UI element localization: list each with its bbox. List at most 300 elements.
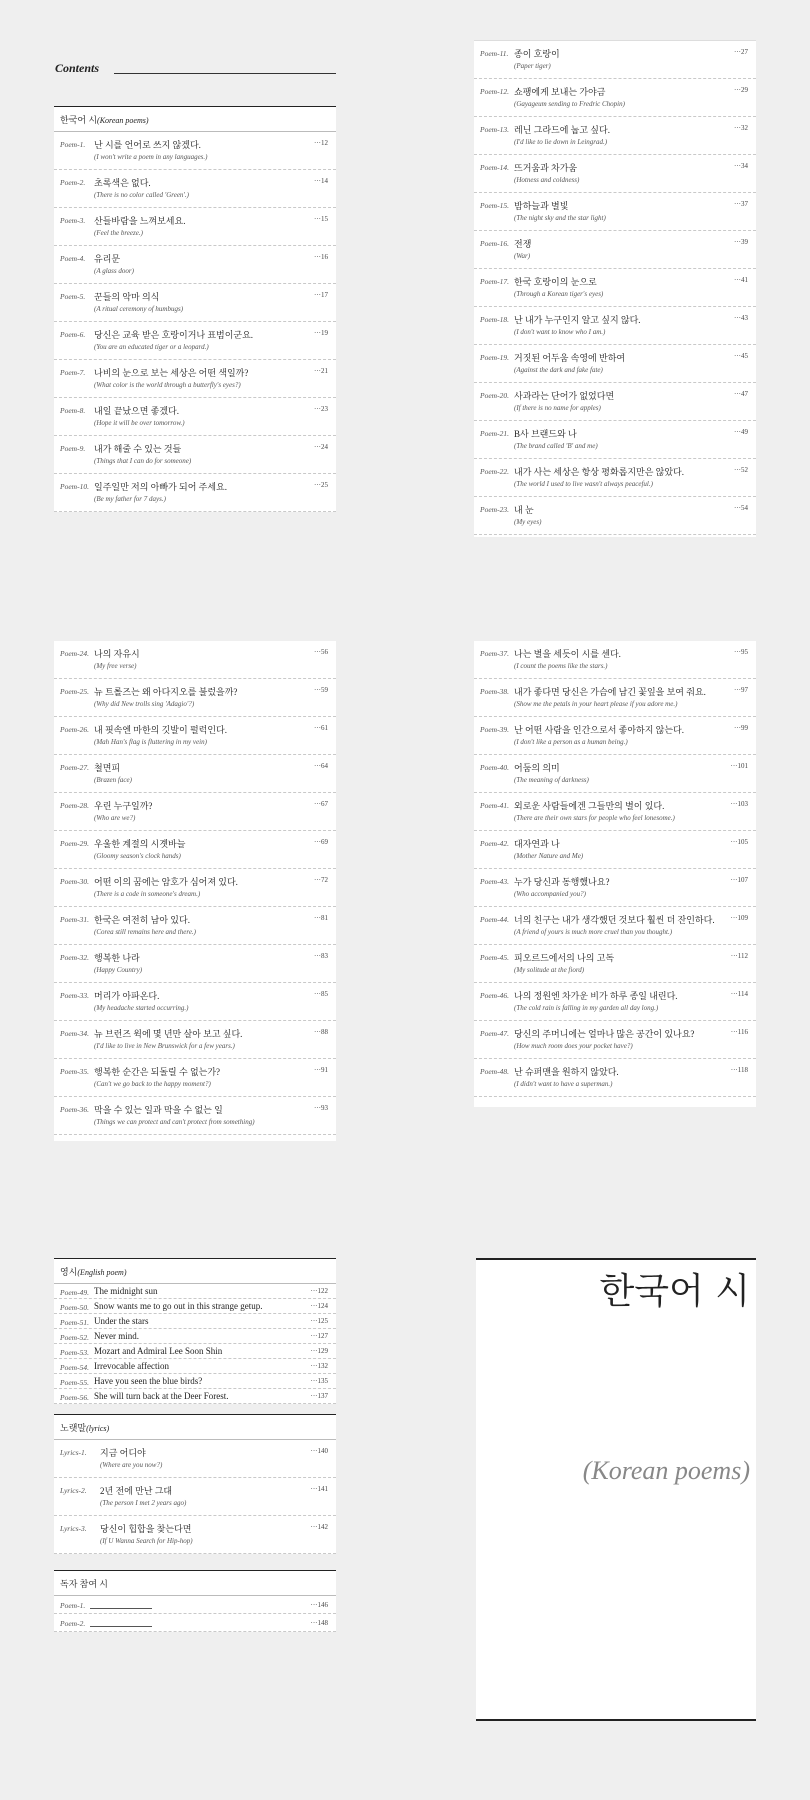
entry-label: Poem-1. (60, 140, 86, 149)
entry-title: 나는 별을 세듯이 시를 센다. (514, 649, 621, 659)
entry-title: 철면피 (94, 763, 121, 773)
toc-entry[interactable] (54, 1389, 336, 1404)
entry-page-number: ···93 (314, 1104, 328, 1112)
english-poems-section (54, 1258, 336, 1404)
entry-label: Poem-33. (60, 991, 89, 1000)
entry-label: Poem-17. (480, 277, 509, 286)
toc-entry[interactable] (474, 193, 756, 231)
entry-label: Poem-32. (60, 953, 89, 962)
toc-entry[interactable] (54, 831, 336, 869)
entry-subtitle: (My free verse) (94, 662, 137, 670)
entry-page-number: ···95 (734, 648, 748, 656)
entry-title: 당신의 주머니에는 얼마나 많은 공간이 있나요? (514, 1029, 695, 1039)
toc-entry[interactable] (54, 1374, 336, 1389)
entry-page-number: ···103 (730, 800, 748, 808)
entry-title: Irrevocable affection (94, 1361, 170, 1371)
entry-subtitle: (Corea still remains here and there.) (94, 928, 197, 936)
entry-label: Poem-22. (480, 467, 509, 476)
entry-title: 난 시를 언어로 쓰지 않겠다. (94, 140, 201, 150)
entry-page-number: ···17 (314, 291, 328, 299)
entry-label: Poem-24. (60, 649, 89, 658)
entry-label: Poem-36. (60, 1105, 89, 1114)
toc-entry[interactable] (54, 1516, 336, 1554)
entry-title: 2년 전에 만난 그대 (100, 1486, 173, 1496)
entry-label: Poem-1. (60, 1601, 86, 1610)
cover-title: 한국어 시 (599, 1271, 750, 1312)
entry-label: Poem-8. (60, 406, 86, 415)
entry-title: 난 내가 누구인지 알고 싶지 않다. (514, 315, 641, 325)
toc-entry[interactable] (54, 1314, 336, 1329)
toc-page-3 (54, 641, 336, 1141)
entry-page-number: ···47 (734, 390, 748, 398)
lyrics-entry-list (54, 1440, 336, 1554)
toc-entry[interactable] (54, 1614, 336, 1632)
toc-entry[interactable] (474, 641, 756, 679)
entry-title: 행복한 순간은 되돌릴 수 없는가? (94, 1067, 221, 1077)
entry-subtitle: (Who accompanied you?) (514, 890, 586, 898)
toc-entry[interactable] (474, 497, 756, 535)
entry-label: Poem-20. (480, 391, 509, 400)
entry-title: 뜨거움과 차가움 (514, 163, 578, 173)
toc-entry[interactable] (54, 132, 336, 170)
entry-title: 뉴 브런즈 윅에 몇 년만 살아 보고 싶다. (94, 1029, 243, 1039)
entry-page-number: ···118 (730, 1066, 748, 1074)
entry-subtitle: (Mother Nature and Me) (514, 852, 584, 860)
toc-entry[interactable] (54, 170, 336, 208)
entry-subtitle: (Show me the petals in your heart please if you adore me.) (514, 700, 678, 708)
toc-entry[interactable] (54, 1478, 336, 1516)
entry-page-number: ···127 (310, 1332, 328, 1340)
toc-entry[interactable] (54, 945, 336, 983)
entry-subtitle: (Be my father for 7 days.) (94, 495, 166, 503)
toc-entry[interactable] (474, 831, 756, 869)
entry-label: Poem-12. (480, 87, 509, 96)
entry-title: 내가 좋다면 당신은 가슴에 남긴 꽃잎을 보여 줘요. (514, 687, 706, 697)
entry-subtitle: (Through a Korean tiger's eyes) (514, 290, 604, 298)
toc-entry[interactable] (474, 307, 756, 345)
entry-label: Poem-46. (480, 991, 509, 1000)
entry-title: 나의 자유시 (94, 649, 140, 659)
entry-page-number: ···132 (310, 1362, 328, 1370)
entry-page-number: ···91 (314, 1066, 328, 1074)
toc-entry[interactable] (54, 1097, 336, 1135)
entry-label: Poem-2. (60, 178, 86, 187)
entry-title: 어둠의 의미 (514, 763, 560, 773)
entry-title: Snow wants me to go out in this strange getup. (94, 1301, 263, 1311)
entry-page-number: ···99 (734, 724, 748, 732)
entry-subtitle: (I count the poems like the stars.) (514, 662, 608, 670)
entry-label: Poem-25. (60, 687, 89, 696)
entry-label: Poem-56. (60, 1393, 89, 1402)
entry-list-2 (474, 41, 756, 535)
entry-label: Poem-54. (60, 1363, 89, 1372)
entry-title: Under the stars (94, 1316, 149, 1326)
entry-page-number: ···129 (310, 1347, 328, 1355)
entry-page-number: ···114 (730, 990, 748, 998)
entry-label: Poem-18. (480, 315, 509, 324)
title-rule (114, 73, 336, 74)
entry-label: Poem-43. (480, 877, 509, 886)
toc-entry[interactable] (54, 717, 336, 755)
toc-entry[interactable] (54, 1359, 336, 1374)
cover-top-rule (476, 1258, 756, 1260)
entry-subtitle: (How much room does your pocket have?) (514, 1042, 633, 1050)
toc-page-5 (54, 1258, 336, 1658)
entry-label: Poem-42. (480, 839, 509, 848)
entry-page-number: ···19 (314, 329, 328, 337)
entry-title: 막을 수 있는 일과 막을 수 없는 일 (94, 1105, 223, 1115)
entry-label: Poem-38. (480, 687, 509, 696)
entry-title: 나의 정원엔 차가운 비가 하루 종일 내린다. (514, 991, 678, 1001)
entry-subtitle: (My eyes) (514, 518, 542, 526)
entry-label: Poem-7. (60, 368, 86, 377)
entry-title: 산들바람을 느껴보세요. (94, 216, 186, 226)
toc-entry[interactable] (474, 231, 756, 269)
toc-entry[interactable] (474, 345, 756, 383)
cover-bottom-rule (476, 1719, 756, 1721)
reader-section (54, 1570, 336, 1632)
toc-entry[interactable] (54, 246, 336, 284)
entry-page-number: ···16 (314, 253, 328, 261)
toc-entry[interactable] (54, 1021, 336, 1059)
entry-title: 쇼팽에게 보내는 가야금 (514, 87, 606, 97)
entry-title: 내가 사는 세상은 항상 평화롭지만은 않았다. (514, 467, 684, 477)
entry-title: She will turn back at the Deer Forest. (94, 1391, 229, 1401)
entry-page-number: ···43 (734, 314, 748, 322)
contents-title: Contents (55, 61, 100, 75)
toc-entry[interactable] (54, 1284, 336, 1299)
entry-label: Poem-10. (60, 482, 89, 491)
entry-label: Poem-5. (60, 292, 86, 301)
entry-subtitle: (Mah Han's flag is fluttering in my vein) (94, 738, 207, 746)
toc-entry[interactable] (474, 41, 756, 79)
entry-title: 유리문 (94, 254, 121, 264)
entry-title: 꾼들의 악마 의식 (94, 292, 160, 302)
entry-page-number: ···72 (314, 876, 328, 884)
toc-entry[interactable] (54, 755, 336, 793)
toc-entry[interactable] (474, 1021, 756, 1059)
toc-entry[interactable] (54, 398, 336, 436)
entry-list-3 (54, 641, 336, 1135)
entry-label: Poem-31. (60, 915, 89, 924)
entry-page-number: ···116 (730, 1028, 748, 1036)
entry-page-number: ···23 (314, 405, 328, 413)
entry-page-number: ···67 (314, 800, 328, 808)
toc-page-2 (474, 40, 756, 537)
entry-subtitle: (A friend of yours is much more cruel than you thought.) (514, 928, 673, 936)
entry-title: Never mind. (94, 1331, 139, 1341)
toc-entry[interactable] (474, 869, 756, 907)
toc-entry[interactable] (474, 793, 756, 831)
entry-label: Poem-45. (480, 953, 509, 962)
entry-subtitle: (Gloomy season's clock hands) (94, 852, 181, 860)
entry-label: Lyrics-1. (60, 1448, 87, 1457)
entry-list-1 (54, 132, 336, 512)
entry-label: Poem-39. (480, 725, 509, 734)
korean-poems-section (54, 106, 336, 512)
english-entry-list (54, 1284, 336, 1404)
entry-page-number: ···52 (734, 466, 748, 474)
toc-entry[interactable] (474, 117, 756, 155)
toc-entry[interactable] (54, 284, 336, 322)
toc-entry[interactable] (474, 679, 756, 717)
entry-subtitle: (I'd like to live in New Brunswick for a few years.) (94, 1042, 235, 1050)
entry-title: 누가 당신과 동행했나요? (514, 877, 610, 887)
entry-page-number: ···15 (314, 215, 328, 223)
entry-label: Poem-48. (480, 1067, 509, 1076)
entry-page-number: ···105 (730, 838, 748, 846)
entry-title: 한국 호랑이의 눈으로 (514, 277, 597, 287)
toc-entry[interactable] (54, 869, 336, 907)
entry-title: 당신은 교육 받은 호랑이거나 표범이군요. (94, 330, 254, 340)
entry-label: Poem-34. (60, 1029, 89, 1038)
entry-label: Poem-13. (480, 125, 509, 134)
entry-page-number: ···81 (314, 914, 328, 922)
entry-subtitle: (I don't want to know who I am.) (514, 328, 606, 336)
entry-page-number: ···125 (310, 1317, 328, 1325)
entry-page-number: ···45 (734, 352, 748, 360)
entry-subtitle: (Hope it will be over tomorrow.) (94, 419, 185, 427)
entry-subtitle: (The world I used to live wasn't always peaceful.) (514, 480, 653, 488)
section-header-reader: 독자 참여 시 (54, 1570, 336, 1596)
entry-label: Poem-26. (60, 725, 89, 734)
entry-title: 지금 어디야 (100, 1448, 146, 1458)
entry-title: 초록색은 없다. (94, 178, 151, 188)
toc-entry[interactable] (54, 1059, 336, 1097)
entry-subtitle: (Brazen face) (94, 776, 132, 784)
entry-subtitle: (There is no color called 'Green'.) (94, 191, 190, 199)
entry-title: Have you seen the blue birds? (94, 1376, 203, 1386)
toc-entry[interactable] (474, 79, 756, 117)
toc-entry[interactable] (54, 641, 336, 679)
section-header-lyrics: 노랫말(lyrics) (54, 1414, 336, 1440)
entry-subtitle: (I'd like to lie down in Leingrad.) (514, 138, 608, 146)
entry-label: Poem-4. (60, 254, 86, 263)
entry-page-number: ···112 (730, 952, 748, 960)
entry-label: Poem-2. (60, 1619, 86, 1628)
entry-title: 어떤 이의 꿈에는 암호가 심어져 있다. (94, 877, 238, 887)
entry-subtitle: (Why did New trolls sing 'Adagio'?) (94, 700, 195, 708)
entry-page-number: ···97 (734, 686, 748, 694)
entry-subtitle: (War) (514, 252, 531, 260)
toc-entry[interactable] (474, 945, 756, 983)
entry-label: Poem-16. (480, 239, 509, 248)
entry-list-4 (474, 641, 756, 1097)
toc-entry[interactable] (54, 1344, 336, 1359)
toc-entry[interactable] (474, 459, 756, 497)
entry-subtitle: (My solitude at the fiord) (514, 966, 585, 974)
entry-page-number: ···61 (314, 724, 328, 732)
entry-page-number: ···34 (734, 162, 748, 170)
entry-subtitle: (The night sky and the star light) (514, 214, 606, 222)
entry-label: Lyrics-3. (60, 1524, 87, 1533)
entry-title: 당신이 힙합을 찾는다면 (100, 1524, 192, 1534)
entry-page-number: ···109 (730, 914, 748, 922)
entry-page-number: ···24 (314, 443, 328, 451)
entry-label: Poem-14. (480, 163, 509, 172)
entry-page-number: ···124 (310, 1302, 328, 1310)
entry-subtitle: (If there is no name for apples) (514, 404, 601, 412)
entry-label: Poem-53. (60, 1348, 89, 1357)
blank-line[interactable] (90, 1600, 152, 1609)
toc-entry[interactable] (54, 907, 336, 945)
entry-subtitle: (I didn't want to have a superman.) (514, 1080, 613, 1088)
entry-page-number: ···29 (734, 86, 748, 94)
entry-title: B사 브랜드와 나 (514, 429, 577, 439)
entry-subtitle: (Gayageum sending to Fredric Chopin) (514, 100, 625, 108)
entry-subtitle: (The meaning of darkness) (514, 776, 589, 784)
entry-page-number: ···32 (734, 124, 748, 132)
entry-subtitle: (Feel the breeze.) (94, 229, 143, 237)
entry-subtitle: (Things that I can do for someone) (94, 457, 192, 465)
toc-entry[interactable] (54, 1596, 336, 1614)
reader-entry-list (54, 1596, 336, 1632)
toc-entry[interactable] (474, 983, 756, 1021)
entry-subtitle: (My headache started occurring.) (94, 1004, 189, 1012)
entry-title: 너의 친구는 내가 생각했던 것보다 훨씬 더 잔인하다. (514, 915, 715, 925)
entry-label: Poem-19. (480, 353, 509, 362)
entry-title: 밤하늘과 별빛 (514, 201, 569, 211)
entry-title: 피오르드에서의 나의 고독 (514, 953, 615, 963)
entry-subtitle: (I won't write a poem in any languages.) (94, 153, 208, 161)
entry-subtitle: (I don't like a person as a human being.) (514, 738, 628, 746)
entry-subtitle: (Happy Country) (94, 966, 143, 974)
entry-subtitle: (Where are you now?) (100, 1461, 163, 1469)
toc-entry[interactable] (54, 436, 336, 474)
entry-page-number: ···12 (314, 139, 328, 147)
entry-subtitle: (Things we can protect and can't protect from something) (94, 1118, 255, 1126)
entry-title: 거짓된 어두움 속영에 반하여 (514, 353, 626, 363)
entry-title: 우울한 계절의 시곗바늘 (94, 839, 186, 849)
entry-subtitle: (Who are we?) (94, 814, 136, 822)
toc-entry[interactable] (474, 755, 756, 793)
entry-title: 내일 끝났으면 좋겠다. (94, 406, 179, 416)
toc-entry[interactable] (54, 1329, 336, 1344)
entry-subtitle: (There is a code in someone's dream.) (94, 890, 201, 898)
entry-page-number: ···37 (734, 200, 748, 208)
toc-entry[interactable] (474, 383, 756, 421)
entry-title: 한국은 여전히 남아 있다. (94, 915, 190, 925)
toc-entry[interactable] (54, 360, 336, 398)
toc-entry[interactable] (54, 208, 336, 246)
entry-label: Poem-23. (480, 505, 509, 514)
entry-subtitle: (The person I met 2 years ago) (100, 1499, 187, 1507)
entry-title: 머리가 아파온다. (94, 991, 160, 1001)
entry-label: Poem-9. (60, 444, 86, 453)
entry-subtitle: (The cold rain is falling in my garden all day long.) (514, 1004, 659, 1012)
entry-label: Poem-51. (60, 1318, 89, 1327)
entry-label: Lyrics-2. (60, 1486, 87, 1495)
entry-page-number: ···21 (314, 367, 328, 375)
entry-page-number: ···140 (310, 1447, 328, 1455)
entry-title: 난 어떤 사람을 인간으로서 좋아하지 않는다. (514, 725, 684, 735)
entry-label: Poem-49. (60, 1288, 89, 1297)
entry-label: Poem-40. (480, 763, 509, 772)
toc-entry[interactable] (474, 421, 756, 459)
entry-title: 뉴 트롤즈는 왜 아다지오를 불렀을까? (94, 687, 238, 697)
toc-entry[interactable] (54, 679, 336, 717)
entry-subtitle: (If U Wanna Search for Hip-hop) (100, 1537, 193, 1545)
entry-title: 나비의 눈으로 보는 세상은 어떤 색일까? (94, 368, 249, 378)
entry-subtitle: (You are an educated tiger or a leopard.) (94, 343, 209, 351)
entry-title: 행복한 나라 (94, 953, 140, 963)
toc-entry[interactable] (474, 269, 756, 307)
entry-label: Poem-30. (60, 877, 89, 886)
entry-label: Poem-15. (480, 201, 509, 210)
entry-page-number: ···59 (314, 686, 328, 694)
entry-subtitle: (What color is the world through a butterfly's eyes?) (94, 381, 241, 389)
entry-title: 일주일만 저의 아빠가 되어 주세요. (94, 482, 227, 492)
entry-label: Poem-3. (60, 216, 86, 225)
toc-entry[interactable] (474, 155, 756, 193)
entry-label: Poem-47. (480, 1029, 509, 1038)
entry-label: Poem-27. (60, 763, 89, 772)
entry-subtitle: (There are their own stars for people who feel lonesome.) (514, 814, 675, 822)
cover-page (476, 1258, 756, 1720)
toc-entry[interactable] (54, 983, 336, 1021)
entry-label: Poem-41. (480, 801, 509, 810)
toc-entry[interactable] (474, 1059, 756, 1097)
entry-title: 내가 해줄 수 있는 것들 (94, 444, 182, 454)
entry-subtitle: (A glass door) (94, 267, 134, 275)
entry-title: 우린 누구일까? (94, 801, 153, 811)
toc-entry[interactable] (474, 907, 756, 945)
entry-label: Poem-21. (480, 429, 509, 438)
entry-label: Poem-52. (60, 1333, 89, 1342)
entry-label: Poem-6. (60, 330, 86, 339)
entry-page-number: ···135 (310, 1377, 328, 1385)
entry-page-number: ···101 (730, 762, 748, 770)
entry-page-number: ···69 (314, 838, 328, 846)
entry-title: 사과라는 단어가 없었다면 (514, 391, 615, 401)
entry-page-number: ···142 (310, 1523, 328, 1531)
toc-entry[interactable] (54, 793, 336, 831)
entry-title: 종이 호랑이 (514, 49, 560, 59)
entry-label: Poem-11. (480, 49, 509, 58)
entry-page-number: ···122 (310, 1287, 328, 1295)
entry-subtitle: (The brand called 'B' and me) (514, 442, 598, 450)
entry-subtitle: (Can't we go back to the happy moment?) (94, 1080, 211, 1088)
entry-page-number: ···107 (730, 876, 748, 884)
blank-line[interactable] (90, 1618, 152, 1627)
entry-label: Poem-55. (60, 1378, 89, 1387)
entry-title: Mozart and Admiral Lee Soon Shin (94, 1346, 223, 1356)
entry-page-number: ···39 (734, 238, 748, 246)
entry-page-number: ···64 (314, 762, 328, 770)
entry-page-number: ···88 (314, 1028, 328, 1036)
entry-title: 대자연과 나 (514, 839, 560, 849)
toc-entry[interactable] (474, 717, 756, 755)
entry-page-number: ···137 (310, 1392, 328, 1400)
toc-entry[interactable] (54, 474, 336, 512)
entry-page-number: ···54 (734, 504, 748, 512)
section-header-english: 영시(English poem) (54, 1258, 336, 1284)
entry-page-number: ···25 (314, 481, 328, 489)
entry-page-number: ···85 (314, 990, 328, 998)
entry-title: 전쟁 (514, 239, 532, 249)
entry-page-number: ···14 (314, 177, 328, 185)
entry-label: Poem-37. (480, 649, 509, 658)
toc-entry[interactable] (54, 1440, 336, 1478)
entry-label: Poem-50. (60, 1303, 89, 1312)
toc-entry[interactable] (54, 1299, 336, 1314)
entry-title: 내 핏속엔 마한의 깃발이 펄럭인다. (94, 725, 227, 735)
entry-label: Poem-28. (60, 801, 89, 810)
section-header-korean: 한국어 시(Korean poems) (54, 106, 336, 132)
entry-page-number: ···56 (314, 648, 328, 656)
toc-entry[interactable] (54, 322, 336, 360)
entry-subtitle: (Paper tiger) (514, 62, 551, 70)
